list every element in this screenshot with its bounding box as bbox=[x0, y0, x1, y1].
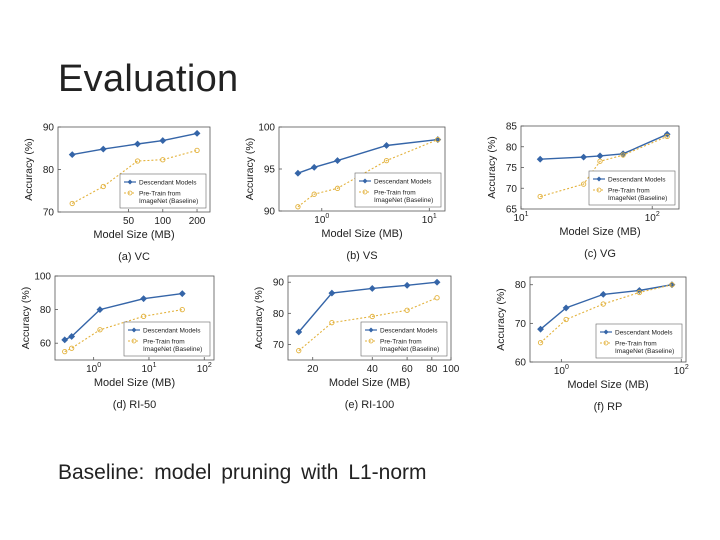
data-point-descendant bbox=[384, 142, 390, 148]
y-tick-label: 80 bbox=[42, 165, 54, 176]
data-point-descendant bbox=[334, 158, 340, 164]
y-tick-label: 75 bbox=[505, 163, 517, 174]
y-tick-label: 100 bbox=[34, 271, 51, 283]
chart-vc bbox=[23, 123, 210, 264]
data-point-descendant bbox=[434, 279, 440, 285]
data-point-descendant bbox=[311, 164, 317, 170]
legend-label-baseline: Pre-Train from bbox=[380, 338, 422, 346]
x-tick-label: $10^1$ bbox=[141, 362, 157, 375]
y-tick-label: 100 bbox=[258, 122, 275, 134]
x-tick-label: $10^0$ bbox=[553, 364, 569, 377]
data-point-descendant bbox=[100, 146, 106, 152]
x-tick-label: $10^2$ bbox=[673, 364, 689, 377]
x-tick-label: 100 bbox=[154, 216, 172, 227]
chart-caption: (b) VS bbox=[346, 250, 378, 262]
data-point-descendant bbox=[135, 141, 141, 147]
y-tick-label: 90 bbox=[42, 122, 54, 134]
chart-rp bbox=[495, 277, 689, 413]
x-axis-label: Model Size (MB) bbox=[93, 229, 175, 241]
legend-label-baseline: Pre-Train from bbox=[608, 187, 650, 195]
legend-label-baseline: Pre-Train from bbox=[139, 190, 181, 198]
legend-label-baseline: Pre-Train from bbox=[374, 189, 416, 197]
data-point-descendant bbox=[369, 285, 375, 291]
data-point-descendant bbox=[600, 291, 606, 297]
y-tick-label: 80 bbox=[272, 308, 284, 320]
data-point-baseline bbox=[405, 308, 409, 312]
x-axis-label: Model Size (MB) bbox=[559, 226, 641, 238]
data-point-baseline bbox=[135, 159, 139, 163]
data-point-descendant bbox=[194, 130, 200, 136]
x-axis-label: Model Size (MB) bbox=[567, 379, 649, 391]
series-line-descendant bbox=[540, 134, 667, 159]
y-tick-label: 80 bbox=[514, 280, 526, 292]
series-line-descendant bbox=[298, 140, 438, 174]
y-axis-label: Accuracy (%) bbox=[20, 286, 32, 350]
y-axis-label: Accuracy (%) bbox=[23, 138, 35, 201]
y-axis-label: Accuracy (%) bbox=[244, 137, 256, 201]
data-point-descendant bbox=[295, 170, 301, 176]
x-tick-label: 60 bbox=[401, 364, 413, 375]
x-tick-label: $10^0$ bbox=[314, 213, 330, 226]
data-point-descendant bbox=[179, 291, 185, 297]
x-tick-label: 40 bbox=[366, 364, 378, 375]
data-point-descendant bbox=[597, 153, 603, 159]
legend-label-baseline-cont: ImageNet (Baseline) bbox=[143, 346, 203, 353]
x-axis-label: Model Size (MB) bbox=[328, 377, 411, 389]
x-tick-label: 80 bbox=[426, 364, 438, 375]
y-axis-label: Accuracy (%) bbox=[253, 286, 265, 350]
chart-vs bbox=[244, 123, 445, 263]
slide-title: Evaluation bbox=[58, 58, 239, 100]
legend-label-baseline-cont: ImageNet (Baseline) bbox=[380, 346, 440, 353]
legend-label-baseline: Pre-Train from bbox=[615, 340, 657, 348]
chart-vg bbox=[486, 122, 679, 261]
data-point-baseline bbox=[538, 340, 542, 344]
legend-label-descendant: Descendant Models bbox=[380, 327, 438, 335]
y-tick-label: 60 bbox=[514, 357, 526, 369]
x-tick-label: 100 bbox=[442, 364, 460, 375]
x-axis-label: Model Size (MB) bbox=[321, 228, 403, 240]
chart-caption: (c) VG bbox=[584, 248, 616, 260]
y-axis-label: Accuracy (%) bbox=[495, 288, 507, 351]
legend-label-descendant: Descendant Models bbox=[374, 178, 432, 186]
y-tick-label: 70 bbox=[42, 207, 54, 219]
data-point-descendant bbox=[537, 156, 543, 162]
x-tick-label: 200 bbox=[188, 216, 206, 227]
y-tick-label: 95 bbox=[263, 164, 275, 176]
chart-ri100 bbox=[253, 276, 460, 411]
y-tick-label: 90 bbox=[263, 206, 275, 218]
data-point-descendant bbox=[69, 152, 75, 158]
data-point-baseline bbox=[435, 296, 439, 300]
legend-label-baseline-cont: ImageNet (Baseline) bbox=[608, 195, 668, 202]
chart-caption: (a) VC bbox=[118, 251, 150, 263]
data-point-descendant bbox=[160, 138, 166, 144]
slide-footer-text: Baseline: model pruning with L1-norm bbox=[58, 461, 427, 484]
y-tick-label: 80 bbox=[505, 142, 517, 154]
chart-caption: (e) RI-100 bbox=[344, 399, 395, 411]
data-point-baseline bbox=[564, 317, 568, 321]
y-tick-label: 70 bbox=[514, 318, 526, 330]
y-axis-label: Accuracy (%) bbox=[486, 136, 498, 199]
data-point-baseline bbox=[69, 346, 73, 350]
data-point-descendant bbox=[581, 154, 587, 160]
y-tick-label: 70 bbox=[272, 339, 284, 351]
x-axis-label: Model Size (MB) bbox=[93, 377, 176, 389]
legend-label-descendant: Descendant Models bbox=[143, 327, 201, 335]
y-tick-label: 70 bbox=[505, 183, 517, 195]
data-point-descendant bbox=[62, 337, 68, 343]
x-tick-label: $10^1$ bbox=[513, 211, 529, 224]
x-tick-label: $10^2$ bbox=[644, 211, 660, 224]
legend-label-baseline-cont: ImageNet (Baseline) bbox=[374, 197, 434, 204]
legend-label-descendant: Descendant Models bbox=[139, 179, 197, 187]
data-point-baseline bbox=[297, 348, 301, 352]
x-tick-label: 50 bbox=[122, 216, 135, 227]
chart-caption: (d) RI-50 bbox=[112, 399, 157, 411]
x-tick-label: $10^2$ bbox=[196, 362, 212, 375]
data-point-descendant bbox=[404, 282, 410, 288]
chart-ri50 bbox=[20, 272, 214, 412]
y-tick-label: 60 bbox=[39, 338, 51, 350]
y-tick-label: 80 bbox=[39, 305, 51, 317]
y-tick-label: 85 bbox=[505, 121, 517, 133]
legend-label-descendant: Descendant Models bbox=[615, 329, 673, 337]
data-point-descendant bbox=[141, 296, 147, 302]
x-tick-label: 20 bbox=[307, 364, 319, 375]
legend-label-descendant: Descendant Models bbox=[608, 176, 666, 184]
x-tick-label: $10^1$ bbox=[421, 213, 437, 226]
y-tick-label: 65 bbox=[505, 204, 517, 216]
chart-caption: (f) RP bbox=[593, 401, 623, 413]
data-point-baseline bbox=[101, 184, 105, 188]
legend-label-baseline-cont: ImageNet (Baseline) bbox=[139, 198, 199, 205]
legend-label-baseline-cont: ImageNet (Baseline) bbox=[615, 348, 675, 355]
legend-label-baseline: Pre-Train from bbox=[143, 338, 185, 346]
x-tick-label: $10^0$ bbox=[86, 362, 102, 375]
y-tick-label: 90 bbox=[272, 277, 284, 289]
series-line-descendant bbox=[541, 285, 672, 330]
